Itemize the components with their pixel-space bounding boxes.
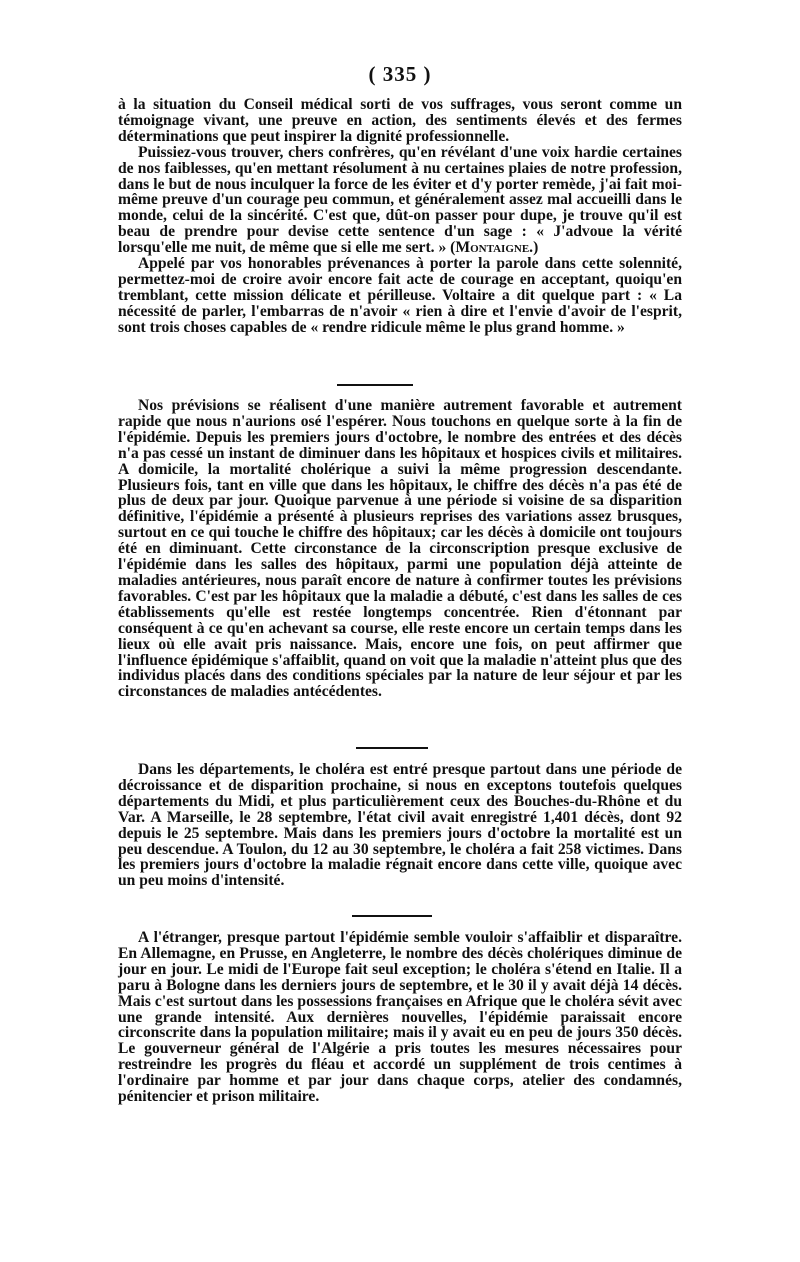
citation-close: ) (533, 239, 539, 257)
section-divider (337, 384, 413, 386)
paragraph: A l'étranger, presque partout l'épidémie semble vouloir s'affaiblir et disparaître. En Allemagne, en Prusse, en Angleterre, le nombre des décès cholériques diminue de jour en jour. Le midi de l'Europe fait seul exception; le choléra s'étend en Italie. Il a paru à Bologne dans les derniers jours de septembre, et le 30 il y avait déjà 14 décès. Mais c'est surtout dans les possessions françaises en Afrique que le choléra sévit avec une grande intensité. Aux dernières nouvelles, l'épidémie paraissait encore circonscrite dans la population militaire; mais il y avait eu en peu de jours 350 décès. Le gouverneur général de l'Algérie a pris toutes les mesures nécessaires pour restreindre les progrès du fléau et accordé un supplément de trois centimes à l'ordinaire par homme et par jour dans chaque corps, atelier des condamnés, pénitencier et prison militaire. (118, 929, 682, 1106)
text-section-departements (118, 762, 682, 889)
paragraph: Appelé par vos honorables prévenances à porter la parole dans cette solennité, permettez-moi de croire avoir encore fait acte de courage en acceptant, quoiqu'en tremblant, cette mission délicate et périlleuse. Voltaire a dit quelque part : « La nécessité de parler, l'embarras de n'avoir « rien à dire et l'envie d'avoir de l'esprit, sont trois choses capables de « rendre ridicule même le plus grand homme. » (118, 255, 682, 336)
paragraph: Dans les départements, le choléra est entré presque partout dans une période de décroissance et de disparition prochaine, si nous en exceptons toutefois quelques départements du Midi, et plus particulièrement ceux des Bouches-du-Rhône et du Var. A Marseille, le 28 septembre, l'état civil avait enregistré 1,401 décès, dont 92 depuis le 25 septembre. Mais dans les premiers jours d'octobre la mortalité est un peu descendue. A Toulon, du 12 au 30 septembre, le choléra a fait 258 victimes. Dans les premiers jours d'octobre la maladie régnait encore dans cette ville, quoique avec un peu moins d'intensité. (118, 761, 682, 890)
citation: Montaigne. (455, 239, 534, 257)
paragraph-text: Puissiez-vous trouver, chers confrères, qu'en révélant d'une voix hardie certaines de nos faiblesses, qu'en mettant résolument à nu certaines plaies de notre profession, dans le but de nous inculquer la force de les éviter et d'y porter remède, j'ai fait moi-même preuve d'un courage peu commun, et généralement assez mal accueilli dans le monde, celui de la sincérité. C'est que, dût-on passer pour dupe, je trouve qu'il est beau de prendre pour devise cette sentence d'un sage : « J'advoue la vérité lorsqu'elle me nuit, de même que si elle me sert. » ( (118, 143, 682, 257)
section-divider (356, 747, 428, 749)
text-section-epidemic-paris (118, 398, 682, 700)
page-number: ( 335 ) (368, 62, 432, 86)
section-divider (352, 915, 432, 917)
text-section-discourse (118, 97, 682, 336)
paragraph: à la situation du Conseil médical sorti de vos suffrages, vous seront comme un témoignage vivant, une preuve en action, des sentiments élevés et des fermes déterminations que peut inspirer la dignité professionnelle. (118, 96, 682, 145)
paragraph (118, 145, 682, 256)
text-section-etranger (118, 930, 682, 1105)
paragraph: Nos prévisions se réalisent d'une manière autrement favorable et autrement rapide que nous n'aurions osé l'espérer. Nous touchons en quelque sorte à la fin de l'épidémie. Depuis les premiers jours d'octobre, le nombre des entrées et des décès n'a pas cessé un instant de diminuer dans les hôpitaux et hospices civils et militaires. A domicile, la mortalité cholérique a suivi la même progression descendante. Plusieurs fois, tant en ville que dans les hôpitaux, le chiffre des décès n'a pas été de plus de deux par jour. Quoique parvenue à une période si voisine de sa disparition définitive, l'épidémie a présenté à plusieurs reprises des variations assez brusques, surtout en ce qui touche le chiffre des hôpitaux; car les décès à domicile ont toujours été en diminuant. Cette circonstance de la circonscription presque exclusive de l'épidémie dans les salles des hôpitaux, parmi une population déjà atteinte de maladies antérieures, nous paraît encore de nature à confirmer toutes les prévisions favorables. C'est par les hôpitaux que la maladie a débuté, c'est dans les salles de ces établissements qu'elle est restée longtemps concentrée. Rien d'étonnant par conséquent à ce qu'en achevant sa course, elle reste encore un certain temps dans les lieux où elle avait pris naissance. Mais, encore une fois, on peut affirmer que l'influence épidémique s'affaiblit, quand on voit que la maladie n'atteint plus que des individus placés dans des conditions spéciales par la nature de leur séjour et par les circonstances de maladies antécédentes. (118, 397, 682, 701)
